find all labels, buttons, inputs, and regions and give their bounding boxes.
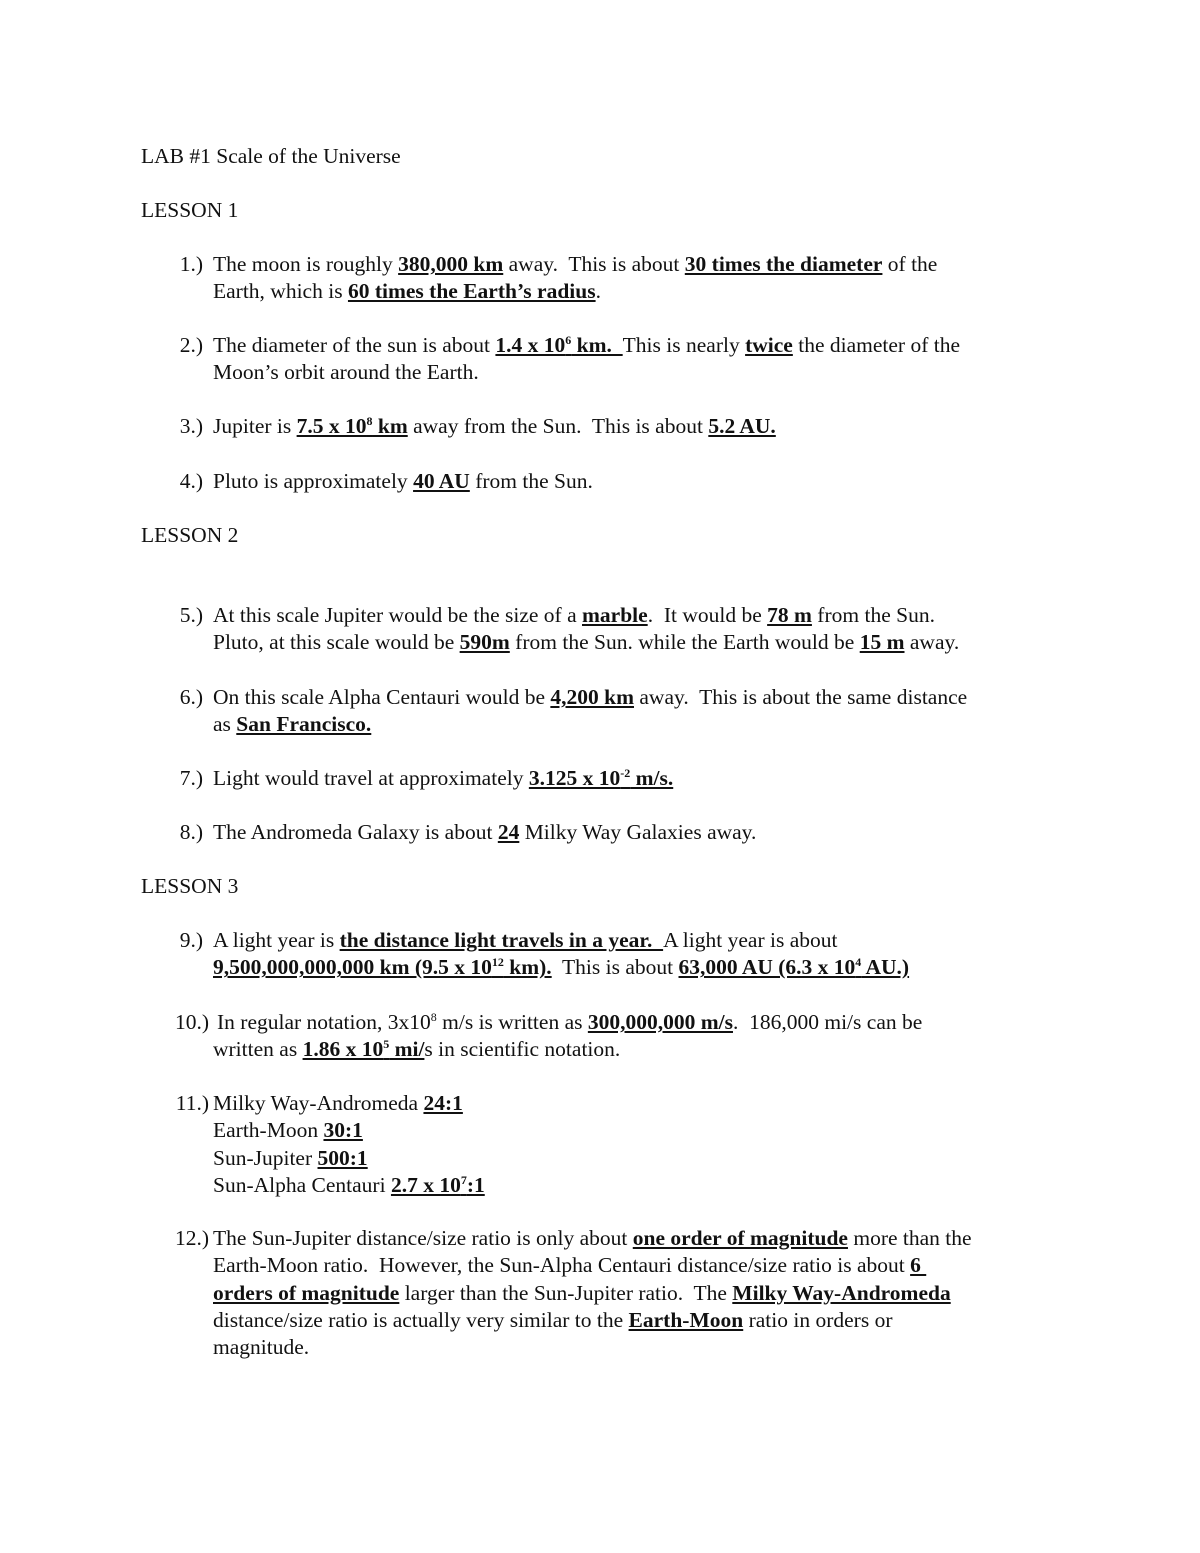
answer: 30 times the diameter xyxy=(684,252,883,276)
question-5 xyxy=(141,602,1061,657)
question-number: 2.) xyxy=(179,333,203,357)
text: more than the xyxy=(847,1226,972,1250)
question-4 xyxy=(141,468,1061,495)
answer: 5.2 AU. xyxy=(708,414,776,438)
text: Pluto, at this scale would be xyxy=(213,630,460,655)
text: Milky Way Galaxies away. xyxy=(519,820,757,844)
text: The Sun-Jupiter distance/size ratio is only about xyxy=(213,1226,633,1250)
text: At this scale Jupiter would be the size of a xyxy=(213,603,582,627)
question-number: 8.) xyxy=(179,820,203,844)
answer: 590m xyxy=(459,630,510,655)
text: The Andromeda Galaxy is about xyxy=(213,820,498,844)
text: magnitude. xyxy=(213,1335,310,1360)
text: A light year is about xyxy=(663,928,838,952)
text: the diameter of the xyxy=(792,333,960,357)
text: The diameter of the sun is about xyxy=(213,333,496,357)
answer: the distance light travels in a year. xyxy=(339,928,664,952)
question-3 xyxy=(141,413,1061,440)
text: Light would travel at approximately xyxy=(213,766,529,790)
text: . xyxy=(595,279,601,304)
question-number: 4.) xyxy=(179,469,203,493)
text: from the Sun. xyxy=(469,469,593,493)
text: m/s is written as xyxy=(436,1010,588,1034)
answer: 9,500,000,000,000 km (9.5 x $10^{12}$ km). xyxy=(213,955,552,980)
lesson-heading-1: LESSON 1 xyxy=(141,198,239,222)
answer: 1.86 x $10^5$ mi/ xyxy=(302,1037,425,1062)
answer: 78 m xyxy=(767,603,812,627)
question-number: 3.) xyxy=(179,414,203,438)
exponent: 8 xyxy=(430,1010,437,1024)
lesson-heading-2: LESSON 2 xyxy=(141,523,239,547)
answer: 2.7 x $10^7:1$ xyxy=(390,1172,485,1197)
text: away. xyxy=(904,630,960,655)
question-number: 9.) xyxy=(179,928,203,952)
answer: 500:1 xyxy=(317,1145,368,1170)
text: away. This is about xyxy=(503,252,685,276)
answer: 15 m xyxy=(859,630,905,655)
answer: 6 xyxy=(910,1253,927,1278)
text: from the Sun. while the Earth would be xyxy=(509,630,860,655)
text: as xyxy=(213,712,237,737)
text: This is nearly xyxy=(622,333,746,357)
text: Earth-Moon ratio. However, the Sun-Alpha Centauri distance/size ratio is about xyxy=(213,1253,911,1278)
answer: orders of magnitude xyxy=(213,1280,400,1305)
text: of the xyxy=(882,252,938,276)
text: On this scale Alpha Centauri would be xyxy=(213,685,551,709)
text: s in scientific notation. xyxy=(424,1037,621,1062)
question-number: 5.) xyxy=(179,603,203,627)
answer: 4,200 km xyxy=(550,685,634,709)
ratio-label: Sun-Jupiter xyxy=(213,1145,318,1170)
text: written as xyxy=(213,1037,303,1062)
text: The moon is roughly xyxy=(213,252,399,276)
answer: San Francisco. xyxy=(236,712,372,737)
answer: 24 xyxy=(497,820,520,844)
question-10 xyxy=(141,1009,1061,1064)
text: distance/size ratio is actually very similar to the xyxy=(213,1307,629,1332)
question-number: 6.) xyxy=(179,685,203,709)
text: Jupiter is xyxy=(213,414,297,438)
question-number: 7.) xyxy=(179,766,203,790)
text: . 186,000 mi/s can be xyxy=(732,1010,923,1034)
text: This is about xyxy=(551,955,679,980)
answer: 380,000 km xyxy=(398,252,504,276)
answer: 40 AU xyxy=(413,469,470,493)
answer: 63,000 AU (6.3 x $10^4$ AU.) xyxy=(678,955,910,980)
text: . It would be xyxy=(647,603,768,627)
question-number: 12.) xyxy=(174,1226,209,1250)
text: away. This is about the same distance xyxy=(634,685,968,709)
question-8 xyxy=(141,819,1061,846)
text: Moon’s orbit around the Earth. xyxy=(213,360,479,385)
text: ratio in orders or xyxy=(743,1307,893,1332)
answer: marble xyxy=(582,603,648,627)
text: away from the Sun. This is about xyxy=(407,414,709,438)
ratio-label: Milky Way-Andromeda xyxy=(213,1091,424,1115)
answer: Milky Way-Andromeda xyxy=(732,1280,951,1305)
answer: 30:1 xyxy=(323,1118,363,1143)
question-9 xyxy=(141,927,1061,982)
question-number: 11.) xyxy=(175,1091,209,1115)
question-2 xyxy=(141,332,1061,387)
question-7 xyxy=(141,765,1061,792)
question-6 xyxy=(141,684,1061,739)
answer: 300,000,000 m/s xyxy=(587,1010,733,1034)
question-11 xyxy=(141,1090,1061,1199)
answer: 60 times the Earth’s radius xyxy=(347,279,596,304)
text: from the Sun. xyxy=(811,603,935,627)
ratio-label: Earth-Moon xyxy=(213,1118,324,1143)
answer: 24:1 xyxy=(423,1091,463,1115)
answer: twice xyxy=(745,333,793,357)
text: A light year is xyxy=(213,928,340,952)
answer: Earth-Moon xyxy=(628,1307,744,1332)
answer: 1.4 x $10^6$ km. xyxy=(495,333,623,357)
lesson-heading-3: LESSON 3 xyxy=(141,874,239,898)
text: Earth, which is xyxy=(213,279,348,304)
answer: 7.5 x $10^8$ km xyxy=(296,414,408,438)
text: larger than the Sun-Jupiter ratio. The xyxy=(399,1280,733,1305)
answer: 3.125 x $10^{-2}$ m/s. xyxy=(528,766,674,790)
text: In regular notation, 3x10 xyxy=(217,1010,431,1034)
text: Pluto is approximately xyxy=(213,469,414,493)
question-number: 1.) xyxy=(179,252,203,276)
question-12 xyxy=(141,1225,1061,1361)
ratio-label: Sun-Alpha Centauri xyxy=(213,1172,391,1197)
answer: one order of magnitude xyxy=(632,1226,848,1250)
question-1 xyxy=(141,251,1061,306)
page-title: LAB #1 Scale of the Universe xyxy=(141,144,401,168)
question-number: 10.) xyxy=(174,1010,209,1034)
